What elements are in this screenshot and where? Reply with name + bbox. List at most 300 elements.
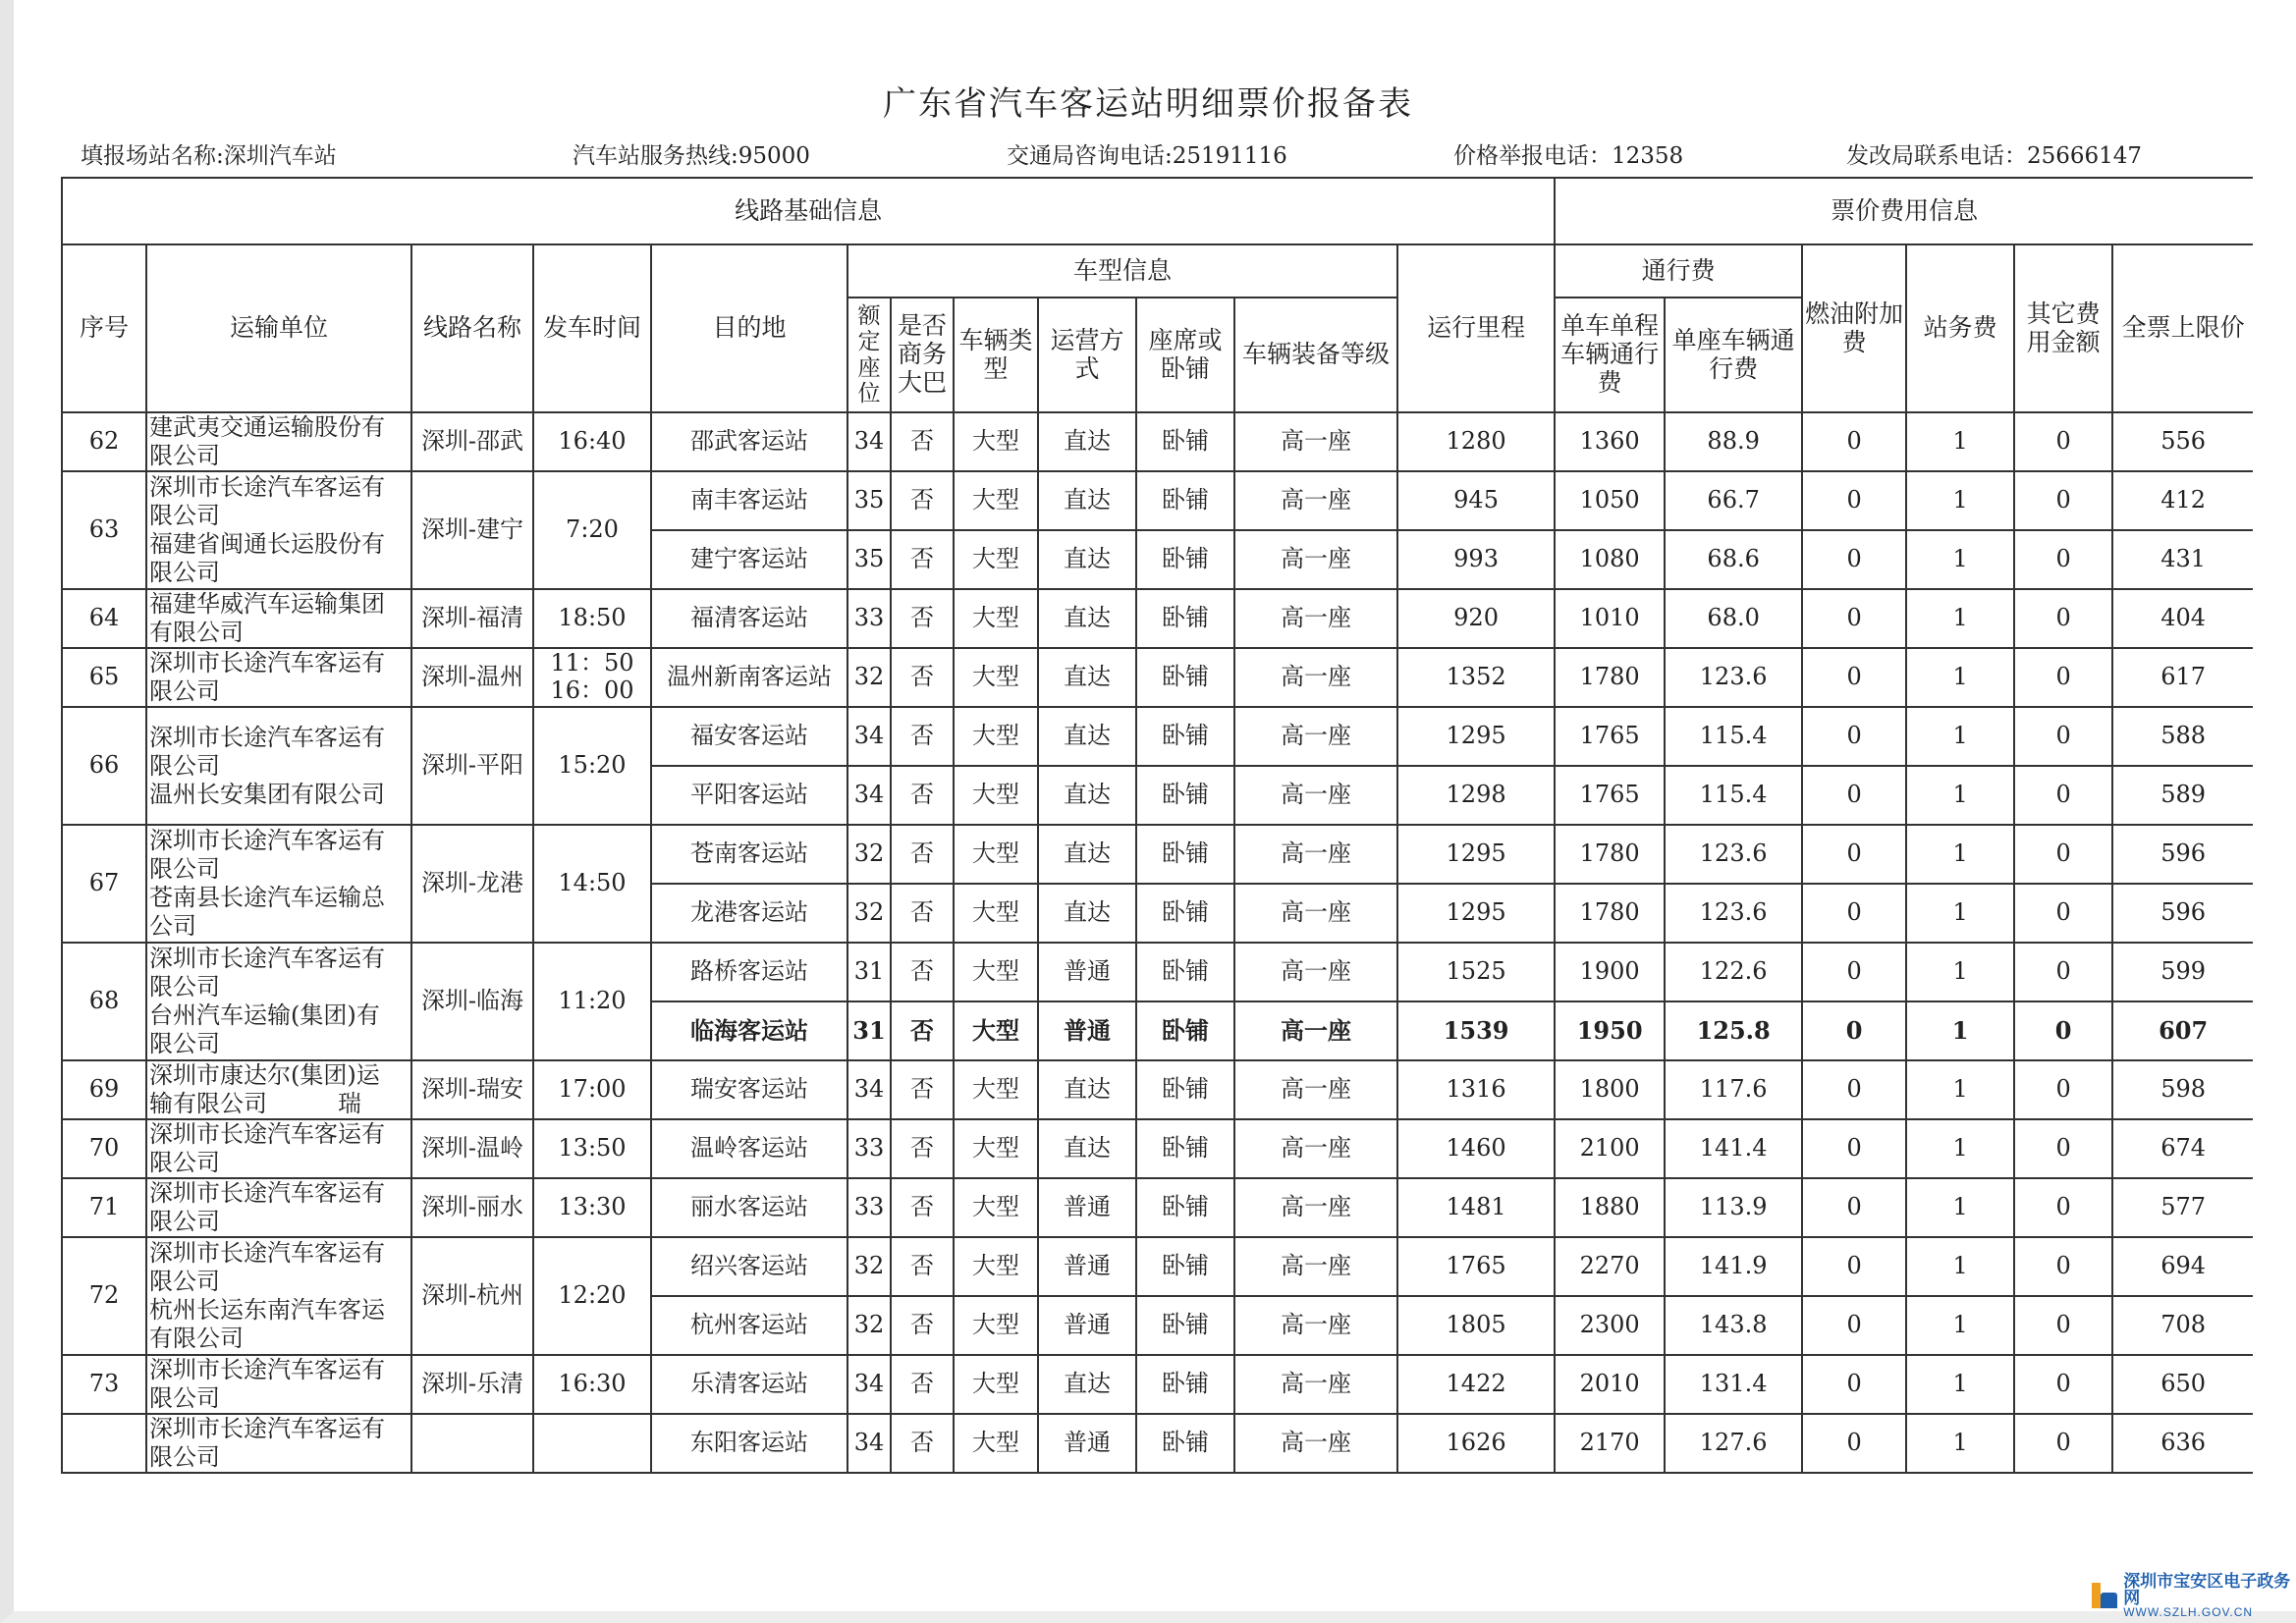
cell-departure-time — [533, 1119, 651, 1178]
cell-seats: 32 — [847, 825, 891, 884]
cell-mode: 直达 — [1038, 530, 1136, 589]
transport-unit-line: 限公司 — [149, 855, 220, 883]
transport-unit-line: 台州汽车运输(集团)有 — [149, 1001, 380, 1029]
cell-business: 否 — [891, 1355, 954, 1414]
cell-vehicle-type: 大型 — [954, 412, 1038, 471]
cell-station-fee: 1 — [1906, 1119, 2014, 1178]
departure-time-line: 11:20 — [558, 987, 627, 1015]
cell-toll-seat: 115.4 — [1665, 707, 1802, 766]
cell-departure-time — [533, 648, 651, 707]
cell-toll-vehicle: 1900 — [1555, 943, 1665, 1001]
cell-route: 深圳-建宁 — [411, 471, 533, 589]
cell-destination: 乐清客运站 — [651, 1355, 847, 1414]
cell-toll-vehicle: 1360 — [1555, 412, 1665, 471]
table-row — [62, 943, 2253, 1001]
cell-max-price: 674 — [2112, 1119, 2253, 1178]
transport-unit-line: 有限公司 — [149, 1325, 244, 1352]
departure-time-line: 13:30 — [558, 1193, 627, 1221]
cell-grade: 高一座 — [1234, 1296, 1397, 1355]
cell-seq: 69 — [62, 1060, 146, 1119]
cell-max-price: 596 — [2112, 884, 2253, 943]
cell-mileage: 993 — [1397, 530, 1555, 589]
cell-mileage: 1626 — [1397, 1414, 1555, 1473]
cell-mode: 普通 — [1038, 1296, 1136, 1355]
cell-mileage: 1481 — [1397, 1178, 1555, 1237]
cell-route: 深圳-临海 — [411, 943, 533, 1060]
cell-mode: 直达 — [1038, 766, 1136, 825]
header-basic-info: 线路基础信息 — [62, 178, 1555, 244]
cell-mode: 直达 — [1038, 1060, 1136, 1119]
cell-grade: 高一座 — [1234, 1119, 1397, 1178]
header-seq: 序号 — [62, 244, 146, 412]
cell-vehicle-type: 大型 — [954, 1060, 1038, 1119]
cell-toll-seat: 68.0 — [1665, 589, 1802, 648]
cell-seq: 70 — [62, 1119, 146, 1178]
cell-destination: 丽水客运站 — [651, 1178, 847, 1237]
cell-station-fee: 1 — [1906, 884, 2014, 943]
cell-other-fee: 0 — [2014, 943, 2112, 1001]
cell-business: 否 — [891, 766, 954, 825]
cell-max-price: 404 — [2112, 589, 2253, 648]
header-max-price: 全票上限价 — [2112, 244, 2253, 412]
cell-fuel: 0 — [1802, 707, 1906, 766]
transport-unit-line: 限公司 — [149, 751, 220, 780]
cell-station-fee: 1 — [1906, 825, 2014, 884]
cell-other-fee: 0 — [2014, 1414, 2112, 1473]
transport-unit-line: 公司 — [149, 912, 196, 940]
cell-seats: 32 — [847, 1296, 891, 1355]
cell-seq: 71 — [62, 1178, 146, 1237]
cell-grade: 高一座 — [1234, 943, 1397, 1001]
cell-toll-vehicle: 1950 — [1555, 1001, 1665, 1060]
transport-phone: 交通局咨询电话:25191116 — [1007, 143, 1287, 169]
departure-time-line: 15:20 — [558, 751, 627, 780]
cell-fuel: 0 — [1802, 943, 1906, 1001]
cell-mode: 普通 — [1038, 943, 1136, 1001]
cell-route: 深圳-瑞安 — [411, 1060, 533, 1119]
cell-transport-unit — [146, 825, 411, 943]
cell-vehicle-type: 大型 — [954, 648, 1038, 707]
cell-berth: 卧铺 — [1136, 766, 1234, 825]
cell-berth: 卧铺 — [1136, 1060, 1234, 1119]
cell-toll-vehicle: 1880 — [1555, 1178, 1665, 1237]
cell-station-fee: 1 — [1906, 1414, 2014, 1473]
cell-business: 否 — [891, 648, 954, 707]
cell-toll-seat: 117.6 — [1665, 1060, 1802, 1119]
cell-business: 否 — [891, 1060, 954, 1119]
cell-max-price: 617 — [2112, 648, 2253, 707]
cell-seats: 34 — [847, 412, 891, 471]
transport-unit-line: 限公司 — [149, 677, 220, 705]
cell-transport-unit — [146, 707, 411, 825]
cell-grade: 高一座 — [1234, 884, 1397, 943]
transport-unit-line: 有限公司 — [149, 619, 244, 646]
cell-berth: 卧铺 — [1136, 589, 1234, 648]
cell-toll-vehicle: 1780 — [1555, 648, 1665, 707]
site-logo-icon — [2090, 1581, 2117, 1610]
cell-transport-unit — [146, 1237, 411, 1355]
cell-berth: 卧铺 — [1136, 943, 1234, 1001]
header-toll: 通行费 — [1555, 244, 1802, 298]
cell-mileage: 1805 — [1397, 1296, 1555, 1355]
cell-fuel: 0 — [1802, 1001, 1906, 1060]
cell-other-fee: 0 — [2014, 1119, 2112, 1178]
cell-vehicle-type: 大型 — [954, 530, 1038, 589]
transport-unit-line: 限公司 — [149, 1268, 220, 1295]
cell-destination: 龙港客运站 — [651, 884, 847, 943]
cell-fuel: 0 — [1802, 1414, 1906, 1473]
cell-toll-seat: 113.9 — [1665, 1178, 1802, 1237]
header-berth: 座席或卧铺 — [1136, 298, 1234, 412]
cell-fuel: 0 — [1802, 825, 1906, 884]
transport-unit-line: 限公司 — [149, 1030, 220, 1057]
transport-unit-line: 限公司 — [149, 559, 220, 586]
cell-toll-vehicle: 1780 — [1555, 825, 1665, 884]
cell-toll-vehicle: 2270 — [1555, 1237, 1665, 1296]
cell-fuel: 0 — [1802, 1237, 1906, 1296]
station-name: 填报场站名称:深圳汽车站 — [81, 143, 337, 169]
fare-table-wrapper — [61, 177, 2253, 1483]
cell-business: 否 — [891, 1414, 954, 1473]
cell-seq: 68 — [62, 943, 146, 1060]
header-unit: 运输单位 — [146, 244, 411, 412]
cell-grade: 高一座 — [1234, 412, 1397, 471]
cell-seats: 33 — [847, 1119, 891, 1178]
cell-transport-unit — [146, 471, 411, 589]
cell-grade: 高一座 — [1234, 589, 1397, 648]
cell-fuel: 0 — [1802, 1178, 1906, 1237]
cell-max-price: 431 — [2112, 530, 2253, 589]
cell-station-fee: 1 — [1906, 589, 2014, 648]
cell-toll-seat: 127.6 — [1665, 1414, 1802, 1473]
table-row — [62, 412, 2253, 471]
table-row — [62, 1060, 2253, 1119]
cell-grade: 高一座 — [1234, 766, 1397, 825]
cell-berth: 卧铺 — [1136, 1178, 1234, 1237]
cell-destination: 福清客运站 — [651, 589, 847, 648]
cell-mode: 直达 — [1038, 884, 1136, 943]
cell-station-fee: 1 — [1906, 530, 2014, 589]
cell-route: 深圳-福清 — [411, 589, 533, 648]
cell-seq: 67 — [62, 825, 146, 943]
cell-seats: 35 — [847, 471, 891, 530]
cell-departure-time — [533, 1355, 651, 1414]
cell-seq — [62, 1414, 146, 1473]
cell-business: 否 — [891, 943, 954, 1001]
table-row — [62, 589, 2253, 648]
header-toll-seat: 单座车辆通行费 — [1665, 298, 1802, 412]
cell-destination: 平阳客运站 — [651, 766, 847, 825]
cell-toll-seat: 122.6 — [1665, 943, 1802, 1001]
cell-berth: 卧铺 — [1136, 707, 1234, 766]
cell-seq: 62 — [62, 412, 146, 471]
cell-transport-unit — [146, 1178, 411, 1237]
cell-destination: 邵武客运站 — [651, 412, 847, 471]
cell-mode: 直达 — [1038, 589, 1136, 648]
cell-vehicle-type: 大型 — [954, 1414, 1038, 1473]
cell-fuel: 0 — [1802, 1355, 1906, 1414]
cell-other-fee: 0 — [2014, 1296, 2112, 1355]
cell-route: 深圳-龙港 — [411, 825, 533, 943]
cell-toll-vehicle: 1080 — [1555, 530, 1665, 589]
cell-mileage: 1295 — [1397, 825, 1555, 884]
cell-route — [411, 1414, 533, 1473]
header-toll-vehicle: 单车单程车辆通行费 — [1555, 298, 1665, 412]
cell-other-fee: 0 — [2014, 884, 2112, 943]
cell-other-fee: 0 — [2014, 589, 2112, 648]
cell-berth: 卧铺 — [1136, 412, 1234, 471]
cell-toll-vehicle: 1050 — [1555, 471, 1665, 530]
cell-seats: 32 — [847, 1237, 891, 1296]
transport-unit-line: 深圳市长途汽车客运有 — [149, 723, 385, 751]
cell-toll-vehicle: 2300 — [1555, 1296, 1665, 1355]
cell-max-price: 694 — [2112, 1237, 2253, 1296]
cell-grade: 高一座 — [1234, 707, 1397, 766]
cell-grade: 高一座 — [1234, 1178, 1397, 1237]
cell-route: 深圳-温州 — [411, 648, 533, 707]
cell-berth: 卧铺 — [1136, 1001, 1234, 1060]
header-time: 发车时间 — [533, 244, 651, 412]
departure-time-line: 17:00 — [558, 1075, 627, 1104]
cell-seats: 34 — [847, 1355, 891, 1414]
transport-unit-line: 深圳市长途汽车客运有 — [149, 1239, 385, 1267]
cell-toll-vehicle: 1010 — [1555, 589, 1665, 648]
cell-mode: 直达 — [1038, 648, 1136, 707]
cell-other-fee: 0 — [2014, 1237, 2112, 1296]
cell-seq: 72 — [62, 1237, 146, 1355]
cell-vehicle-type: 大型 — [954, 589, 1038, 648]
cell-seats: 34 — [847, 1414, 891, 1473]
cell-mileage: 1765 — [1397, 1237, 1555, 1296]
cell-station-fee: 1 — [1906, 1060, 2014, 1119]
cell-seq: 66 — [62, 707, 146, 825]
cell-vehicle-type: 大型 — [954, 707, 1038, 766]
header-vehicle-info: 车型信息 — [847, 244, 1397, 298]
cell-station-fee: 1 — [1906, 707, 2014, 766]
header-fare-info: 票价费用信息 — [1555, 178, 2253, 244]
cell-route: 深圳-温岭 — [411, 1119, 533, 1178]
cell-max-price: 650 — [2112, 1355, 2253, 1414]
cell-route: 深圳-杭州 — [411, 1237, 533, 1355]
transport-unit-line: 限公司 — [149, 973, 220, 1001]
cell-fuel: 0 — [1802, 589, 1906, 648]
departure-time-line: 16:40 — [558, 427, 627, 456]
cell-berth: 卧铺 — [1136, 1414, 1234, 1473]
transport-unit-line: 深圳市长途汽车客运有 — [149, 473, 385, 501]
table-row — [62, 707, 2253, 766]
cell-toll-seat: 131.4 — [1665, 1355, 1802, 1414]
cell-mode: 普通 — [1038, 1414, 1136, 1473]
cell-transport-unit — [146, 589, 411, 648]
cell-seats: 31 — [847, 943, 891, 1001]
table-row — [62, 471, 2253, 530]
cell-destination: 南丰客运站 — [651, 471, 847, 530]
cell-grade: 高一座 — [1234, 1001, 1397, 1060]
cell-mode: 直达 — [1038, 825, 1136, 884]
cell-toll-seat: 123.6 — [1665, 825, 1802, 884]
cell-transport-unit — [146, 1355, 411, 1414]
transport-unit-line: 深圳市长途汽车客运有 — [149, 1356, 385, 1383]
cell-seats: 32 — [847, 648, 891, 707]
cell-seats: 35 — [847, 530, 891, 589]
cell-departure-time — [533, 1414, 651, 1473]
departure-time-line: 11：50 — [550, 649, 634, 677]
page-title: 广东省汽车客运站明细票价报备表 — [883, 84, 1413, 124]
transport-unit-line: 建武夷交通运输股份有 — [149, 413, 385, 441]
table-row — [62, 1119, 2253, 1178]
cell-fuel: 0 — [1802, 884, 1906, 943]
cell-mileage: 1460 — [1397, 1119, 1555, 1178]
departure-time-line: 16：00 — [550, 676, 634, 704]
cell-destination: 临海客运站 — [651, 1001, 847, 1060]
header-other-fee: 其它费用金额 — [2014, 244, 2112, 412]
cell-toll-vehicle: 2100 — [1555, 1119, 1665, 1178]
cell-max-price: 412 — [2112, 471, 2253, 530]
cell-mileage: 1295 — [1397, 884, 1555, 943]
cell-route: 深圳-乐清 — [411, 1355, 533, 1414]
cell-station-fee: 1 — [1906, 1296, 2014, 1355]
cell-seats: 31 — [847, 1001, 891, 1060]
transport-unit-line: 深圳市康达尔(集团)运 — [149, 1061, 380, 1089]
cell-route: 深圳-丽水 — [411, 1178, 533, 1237]
fare-table — [61, 177, 2253, 1474]
cell-max-price: 556 — [2112, 412, 2253, 471]
cell-berth: 卧铺 — [1136, 1119, 1234, 1178]
cell-transport-unit — [146, 1119, 411, 1178]
cell-other-fee: 0 — [2014, 412, 2112, 471]
cell-mode: 直达 — [1038, 471, 1136, 530]
cell-toll-seat: 125.8 — [1665, 1001, 1802, 1060]
cell-route: 深圳-邵武 — [411, 412, 533, 471]
departure-time-line: 16:30 — [558, 1370, 627, 1398]
cell-grade: 高一座 — [1234, 648, 1397, 707]
cell-fuel: 0 — [1802, 1060, 1906, 1119]
cell-departure-time — [533, 471, 651, 589]
cell-destination: 东阳客运站 — [651, 1414, 847, 1473]
cell-toll-vehicle: 1765 — [1555, 766, 1665, 825]
cell-max-price: 598 — [2112, 1060, 2253, 1119]
cell-other-fee: 0 — [2014, 648, 2112, 707]
cell-seats: 33 — [847, 589, 891, 648]
cell-station-fee: 1 — [1906, 412, 2014, 471]
cell-departure-time — [533, 825, 651, 943]
transport-unit-line: 深圳市长途汽车客运有 — [149, 649, 385, 676]
cell-departure-time — [533, 1060, 651, 1119]
cell-other-fee: 0 — [2014, 1355, 2112, 1414]
transport-unit-line: 限公司 — [149, 1149, 220, 1176]
cell-seats: 34 — [847, 1060, 891, 1119]
cell-fuel: 0 — [1802, 648, 1906, 707]
transport-unit-line: 限公司 — [149, 502, 220, 529]
cell-transport-unit — [146, 1060, 411, 1119]
header-station-fee: 站务费 — [1906, 244, 2014, 412]
cell-toll-seat: 141.9 — [1665, 1237, 1802, 1296]
cell-route: 深圳-平阳 — [411, 707, 533, 825]
cell-destination: 路桥客运站 — [651, 943, 847, 1001]
table-row — [62, 1414, 2253, 1473]
cell-seq: 65 — [62, 648, 146, 707]
cell-max-price: 588 — [2112, 707, 2253, 766]
cell-station-fee: 1 — [1906, 1355, 2014, 1414]
cell-grade: 高一座 — [1234, 1414, 1397, 1473]
cell-other-fee: 0 — [2014, 1001, 2112, 1060]
cell-transport-unit — [146, 1414, 411, 1473]
cell-toll-seat: 143.8 — [1665, 1296, 1802, 1355]
cell-other-fee: 0 — [2014, 471, 2112, 530]
report-phone: 价格举报电话：12358 — [1453, 143, 1684, 169]
cell-grade: 高一座 — [1234, 530, 1397, 589]
cell-max-price: 636 — [2112, 1414, 2253, 1473]
cell-business: 否 — [891, 1296, 954, 1355]
cell-grade: 高一座 — [1234, 471, 1397, 530]
header-business: 是否商务大巴 — [891, 298, 954, 412]
cell-transport-unit — [146, 943, 411, 1060]
cell-toll-vehicle: 1800 — [1555, 1060, 1665, 1119]
cell-max-price: 599 — [2112, 943, 2253, 1001]
cell-seats: 34 — [847, 766, 891, 825]
cell-station-fee: 1 — [1906, 471, 2014, 530]
cell-mode: 直达 — [1038, 707, 1136, 766]
cell-fuel: 0 — [1802, 1119, 1906, 1178]
station-hotline: 汽车站服务热线:95000 — [573, 143, 810, 169]
transport-unit-line: 深圳市长途汽车客运有 — [149, 945, 385, 972]
cell-mode: 普通 — [1038, 1001, 1136, 1060]
transport-unit-line: 深圳市长途汽车客运有 — [149, 1415, 385, 1442]
header-mode: 运营方式 — [1038, 298, 1136, 412]
cell-toll-seat: 115.4 — [1665, 766, 1802, 825]
cell-toll-seat: 123.6 — [1665, 648, 1802, 707]
cell-fuel: 0 — [1802, 412, 1906, 471]
cell-berth: 卧铺 — [1136, 648, 1234, 707]
table-row — [62, 1178, 2253, 1237]
cell-grade: 高一座 — [1234, 825, 1397, 884]
cell-berth: 卧铺 — [1136, 825, 1234, 884]
cell-station-fee: 1 — [1906, 1001, 2014, 1060]
cell-fuel: 0 — [1802, 1296, 1906, 1355]
cell-max-price: 596 — [2112, 825, 2253, 884]
cell-business: 否 — [891, 471, 954, 530]
cell-mileage: 1422 — [1397, 1355, 1555, 1414]
watermark-site-cn: 深圳市宝安区电子政务网 — [2123, 1572, 2291, 1607]
cell-toll-seat: 68.6 — [1665, 530, 1802, 589]
cell-station-fee: 1 — [1906, 943, 2014, 1001]
cell-mode: 直达 — [1038, 1355, 1136, 1414]
table-row — [62, 1355, 2253, 1414]
cell-fuel: 0 — [1802, 766, 1906, 825]
cell-mileage: 1298 — [1397, 766, 1555, 825]
cell-grade: 高一座 — [1234, 1060, 1397, 1119]
transport-unit-line: 限公司 — [149, 442, 220, 469]
departure-time-line: 13:50 — [558, 1134, 627, 1163]
cell-seats: 33 — [847, 1178, 891, 1237]
transport-unit-line: 输有限公司 瑞 — [149, 1090, 361, 1117]
cell-toll-seat: 88.9 — [1665, 412, 1802, 471]
cell-departure-time — [533, 1237, 651, 1355]
cell-fuel: 0 — [1802, 530, 1906, 589]
cell-destination: 杭州客运站 — [651, 1296, 847, 1355]
departure-time-line: 18:50 — [558, 604, 627, 632]
cell-destination: 绍兴客运站 — [651, 1237, 847, 1296]
cell-toll-seat: 123.6 — [1665, 884, 1802, 943]
cell-destination: 建宁客运站 — [651, 530, 847, 589]
site-watermark — [2090, 1572, 2296, 1619]
header-mileage: 运行里程 — [1397, 244, 1555, 412]
header-dest: 目的地 — [651, 244, 847, 412]
cell-toll-vehicle: 2010 — [1555, 1355, 1665, 1414]
cell-seq: 73 — [62, 1355, 146, 1414]
cell-grade: 高一座 — [1234, 1355, 1397, 1414]
transport-unit-line: 深圳市长途汽车客运有 — [149, 1120, 385, 1148]
